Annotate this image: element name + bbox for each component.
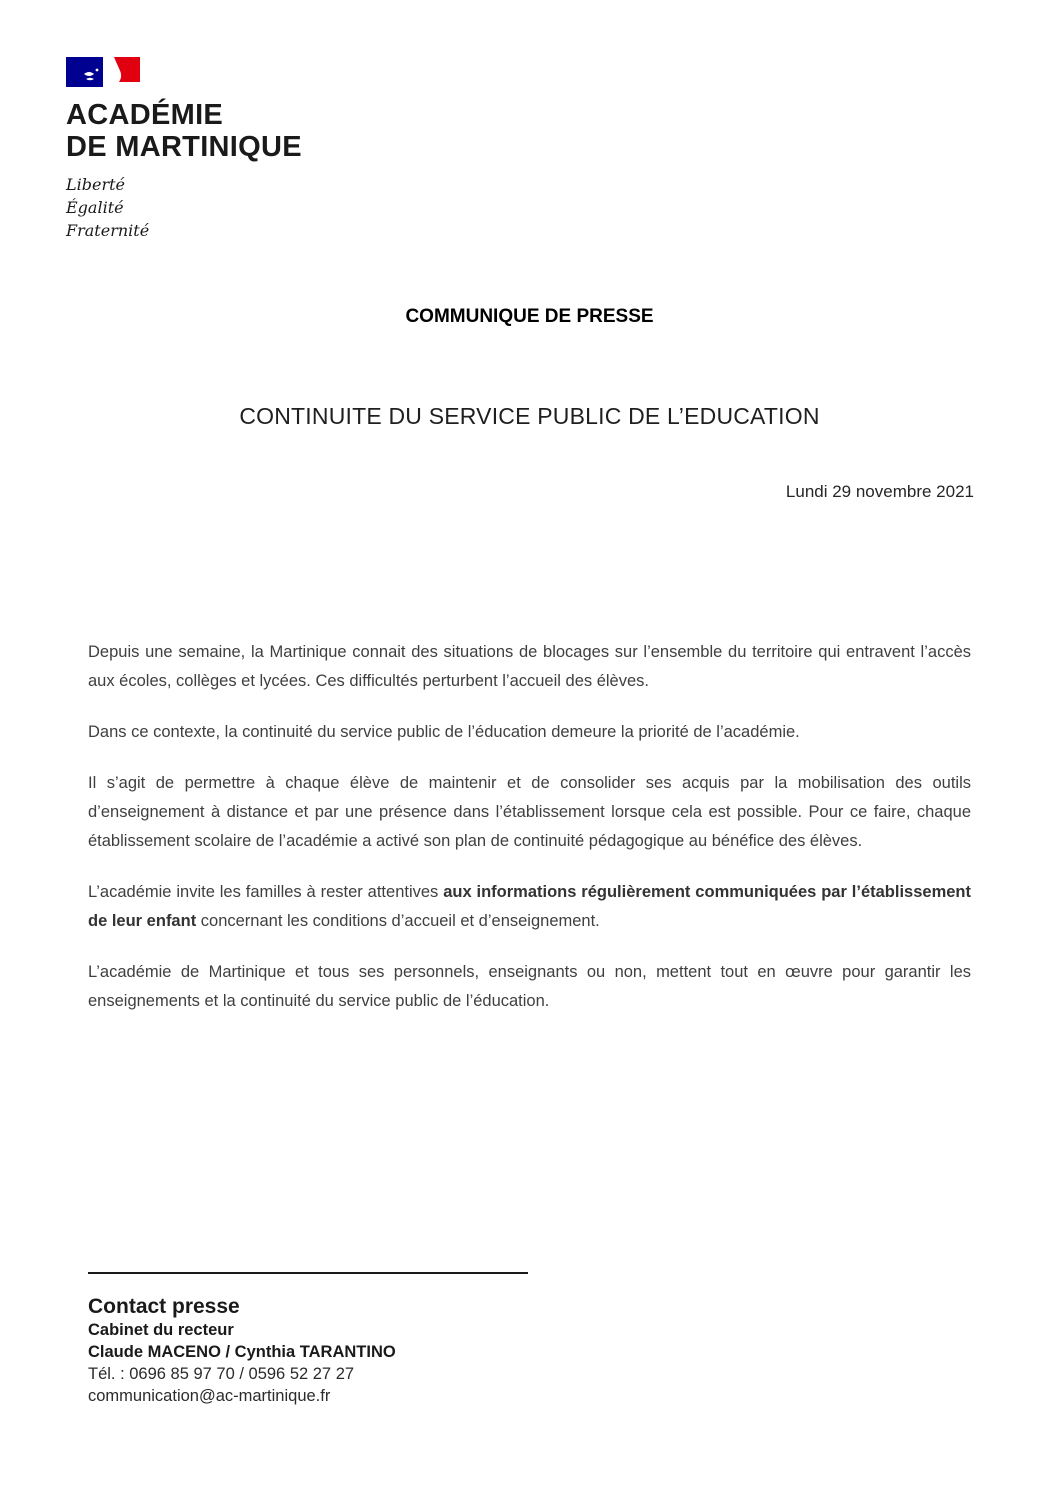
contact-title: Contact presse [88, 1295, 240, 1318]
paragraph-1: Depuis une semaine, la Martinique connait des situations de blocages sur l’ensemble du territoire qui entravent l’accès aux écoles, collèges et lycées. Ces difficultés perturbent l’accueil des élèves. [88, 643, 971, 690]
document-title: COMMUNIQUE DE PRESSE [405, 306, 654, 327]
motto-egalite: Égalité [66, 198, 124, 217]
press-contact-block [88, 1272, 588, 1407]
contact-divider-line [88, 1272, 528, 1274]
document-subtitle: CONTINUITE DU SERVICE PUBLIC DE L’EDUCATION [239, 403, 820, 429]
paragraph-4-suffix: concernant les conditions d’accueil et d’enseignement. [196, 912, 600, 930]
contact-email: communication@ac-martinique.fr [88, 1387, 331, 1405]
contact-phone: Tél. : 0696 85 97 70 / 0596 52 27 27 [88, 1365, 355, 1383]
paragraph-5: L’académie de Martinique et tous ses personnels, enseignants ou non, mettent tout en œuvre pour garantir les enseignements et la continuité du service public de l’éducation. [88, 963, 971, 1010]
logo-motto [66, 173, 302, 242]
french-republic-marianne-icon [66, 57, 146, 88]
press-release-body [88, 638, 971, 1038]
paragraph-4-bold-emphasis: aux informations régulièrement communiquées par l’établissement de leur enfant [88, 883, 971, 930]
logo-wordmark-line2: DE MARTINIQUE [66, 131, 302, 163]
contact-office: Cabinet du recteur [88, 1321, 234, 1339]
paragraph-4 [88, 878, 971, 936]
paragraph-3: Il s’agit de permettre à chaque élève de maintenir et de consolider ses acquis par la mobilisation des outils d’enseignement à distance et par une présence dans l’établissement lorsque cela est possible. Pour ce faire, chaque établissement scolaire de l’académie a activé son plan de continuité pédagogique au bénéfice des élèves. [88, 774, 971, 850]
logo-wordmark-line1: ACADÉMIE [66, 99, 224, 131]
motto-liberte: Liberté [66, 175, 125, 194]
paragraph-4-prefix: L’académie invite les familles à rester attentives [88, 883, 444, 901]
contact-names: Claude MACENO / Cynthia TARANTINO [88, 1343, 396, 1361]
document-date: Lundi 29 novembre 2021 [785, 482, 974, 501]
paragraph-2: Dans ce contexte, la continuité du service public de l’éducation demeure la priorité de l’académie. [88, 723, 800, 741]
motto-fraternite: Fraternité [66, 221, 150, 240]
academie-letterhead [66, 57, 302, 242]
logo-wordmark [66, 99, 302, 163]
